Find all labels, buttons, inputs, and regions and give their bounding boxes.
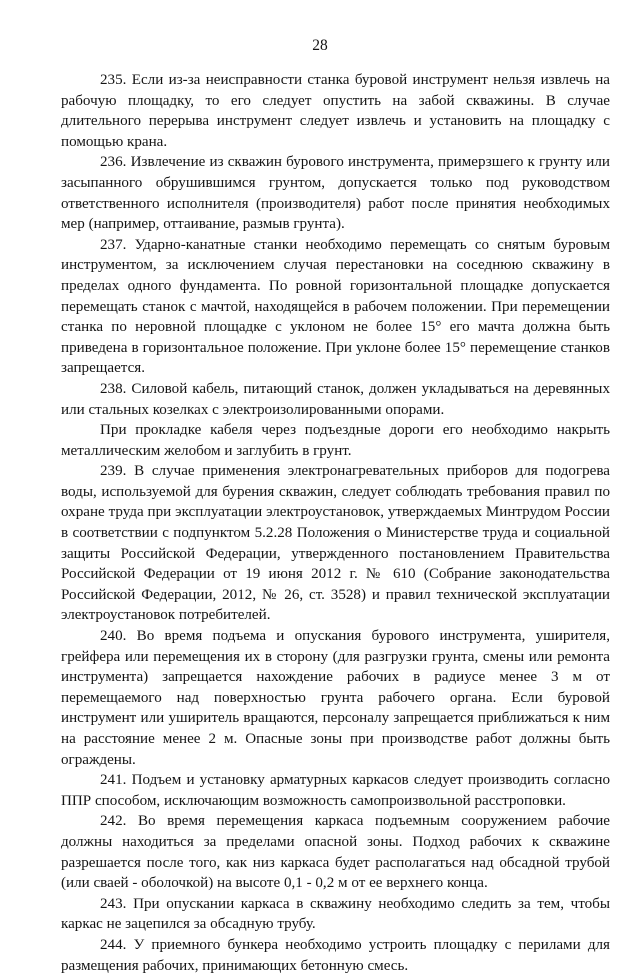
- paragraph-237: 237. Ударно-канатные станки необходимо перемещать со снятым буровым инструментом, за исключением случая перестановки на соседнюю скважину в пределах одного фундамента. По ровной горизонтальной площадке допускается перемещать станок с мачтой, находящейся в рабочем положении. При перемещении станка по неровной площадке с уклоном не более 15° его мачта должна быть приведена в горизонтальное положение. При уклоне более 15° перемещение станков запрещается.: [61, 236, 610, 377]
- document-body: [61, 70, 610, 976]
- paragraph-238-continuation: При прокладке кабеля через подъездные дороги его необходимо накрыть металлическим желобом и заглубить в грунт.: [61, 422, 610, 459]
- paragraph-244: 244. У приемного бункера необходимо устроить площадку с перилами для размещения рабочих, принимающих бетонную смесь.: [61, 936, 610, 974]
- paragraph-241: 241. Подъем и установку арматурных каркасов следует производить согласно ППР способом, исключающим возможность самопроизвольной расстроповки.: [61, 772, 610, 809]
- paragraph-238: 238. Силовой кабель, питающий станок, должен укладываться на деревянных или стальных козелках с электроизолированными опорами.: [61, 380, 610, 418]
- paragraph-240: 240. Во время подъема и опускания бурового инструмента, уширителя, грейфера или перемещения их в сторону (для разгрузки грунта, смены или ремонта инструмента) запрещается нахождение рабочих в радиусе менее 3 м от перемещаемого над поверхностью грунта рабочего органа. Если буровой инструмент или уширитель вращаются, персоналу запрещается приближаться к ним на расстояние менее 2 м. Опасные зоны при производстве работ должны быть ограждены.: [61, 628, 610, 768]
- paragraph-235: 235. Если из-за неисправности станка буровой инструмент нельзя извлечь на рабочую площадку, то его следует опустить на забой скважины. В случае длительного перерыва инструмент следует извлечь и установить на площадку с помощью крана.: [61, 72, 610, 150]
- paragraph-242: 242. Во время перемещения каркаса подъемным сооружением рабочие должны находиться за пределами опасной зоны. Подход рабочих к скважине разрешается после того, как низ каркаса будет располагаться над обсадной трубой (или сваей - оболочкой) на высоте 0,1 - 0,2 м от ее верхнего конца.: [61, 813, 610, 892]
- paragraph-243: 243. При опускании каркаса в скважину необходимо следить за тем, чтобы каркас не зацепился за обсадную трубу.: [61, 895, 610, 933]
- page-number: 28: [312, 37, 328, 54]
- paragraph-236: 236. Извлечение из скважин бурового инструмента, примерзшего к грунту или засыпанного обрушившимся грунтом, допускается только под руководством ответственного исполнителя (производителя) работ после принятия необходимых мер (например, оттаивание, размыв грунта).: [61, 154, 610, 233]
- paragraph-239: 239. В случае применения электронагревательных приборов для подогрева воды, используемой для бурения скважин, следует соблюдать требования правил по охране труда при эксплуатации электроустановок, утверждаемых Минтрудом России в соответствии с подпунктом 5.2.28 Положения о Министерстве труда и социальной защиты Российской Федерации, утвержденного постановлением Правительства Российской Федерации от 19 июня 2012 г. № 610 (Собрание законодательства Российской Федерации, 2012, № 26, ст. 3528) и правил технической эксплуатации электроустановок потребителей.: [61, 463, 610, 624]
